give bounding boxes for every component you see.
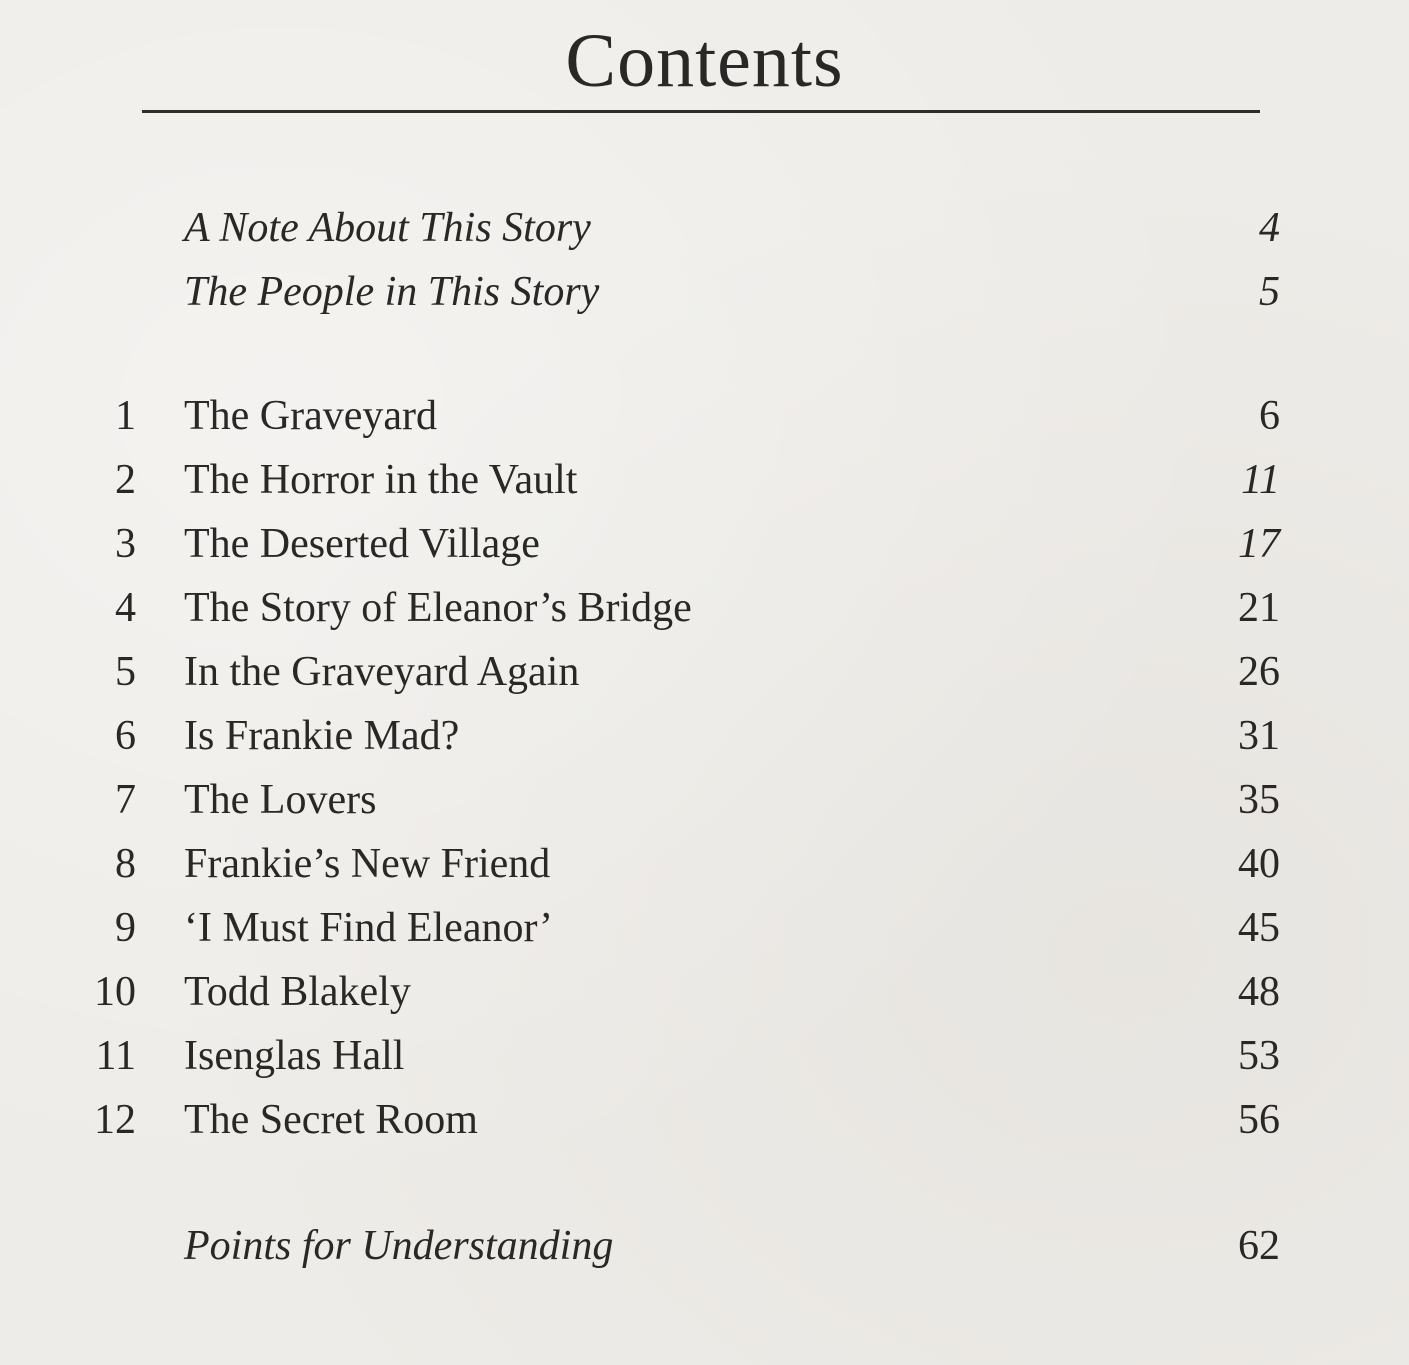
chapter-title: In the Graveyard Again [184, 649, 580, 695]
chapter-title: Isenglas Hall [184, 1033, 405, 1079]
chapter-page: 48 [1238, 969, 1280, 1015]
toc-chapter-5[interactable] [80, 644, 1280, 700]
chapter-page: 35 [1238, 777, 1280, 823]
chapter-title: The Lovers [184, 777, 377, 823]
chapter-page: 21 [1238, 585, 1280, 631]
chapter-page: 6 [1259, 393, 1280, 439]
chapter-title: Frankie’s New Friend [184, 841, 551, 887]
chapter-page: 53 [1238, 1033, 1280, 1079]
chapter-page: 45 [1238, 905, 1280, 951]
chapter-page: 26 [1238, 649, 1280, 695]
toc-entry-page: 62 [1238, 1223, 1280, 1269]
toc-entry-people-in-story[interactable] [80, 264, 1280, 320]
chapter-number: 9 [115, 905, 136, 951]
toc-chapter-12[interactable] [80, 1092, 1280, 1148]
toc-entry-label: A Note About This Story [184, 205, 591, 251]
chapter-number: 8 [115, 841, 136, 887]
chapter-title: ‘I Must Find Eleanor’ [184, 905, 553, 951]
toc-entry-page: 5 [1259, 269, 1280, 315]
toc-chapter-11[interactable] [80, 1028, 1280, 1084]
chapter-title: The Deserted Village [184, 521, 540, 567]
chapter-number: 10 [94, 969, 136, 1015]
chapter-title: The Story of Eleanor’s Bridge [184, 585, 692, 631]
toc-entry-points-for-understanding[interactable] [80, 1218, 1280, 1274]
toc-entry-note-about-story[interactable] [80, 200, 1280, 256]
chapter-number: 11 [95, 1033, 136, 1079]
toc-chapter-1[interactable] [80, 388, 1280, 444]
toc-entry-page: 4 [1259, 205, 1280, 251]
chapter-page: 11 [1241, 457, 1280, 503]
toc-chapter-7[interactable] [80, 772, 1280, 828]
toc-chapter-3[interactable] [80, 516, 1280, 572]
chapter-title: The Horror in the Vault [184, 457, 578, 503]
chapter-number: 6 [115, 713, 136, 759]
chapter-number: 4 [115, 585, 136, 631]
chapter-number: 1 [115, 393, 136, 439]
chapter-title: The Secret Room [184, 1097, 478, 1143]
chapter-page: 56 [1238, 1097, 1280, 1143]
chapter-title: The Graveyard [184, 393, 438, 439]
toc-chapter-6[interactable] [80, 708, 1280, 764]
chapter-number: 7 [115, 777, 136, 823]
toc-chapter-10[interactable] [80, 964, 1280, 1020]
toc-chapter-2[interactable] [80, 452, 1280, 508]
page-title: Contents [565, 19, 844, 103]
chapter-page: 17 [1238, 521, 1280, 567]
toc-chapter-4[interactable] [80, 580, 1280, 636]
chapter-page: 31 [1238, 713, 1280, 759]
chapter-number: 2 [115, 457, 136, 503]
chapter-title: Todd Blakely [184, 969, 411, 1015]
chapter-number: 3 [115, 521, 136, 567]
toc-entry-label: The People in This Story [184, 269, 600, 315]
toc-chapter-8[interactable] [80, 836, 1280, 892]
chapter-title: Is Frankie Mad? [184, 713, 460, 759]
toc-chapter-9[interactable] [80, 900, 1280, 956]
toc-entry-label: Points for Understanding [184, 1223, 614, 1269]
chapter-page: 40 [1238, 841, 1280, 887]
chapter-number: 12 [94, 1097, 136, 1143]
chapter-number: 5 [115, 649, 136, 695]
